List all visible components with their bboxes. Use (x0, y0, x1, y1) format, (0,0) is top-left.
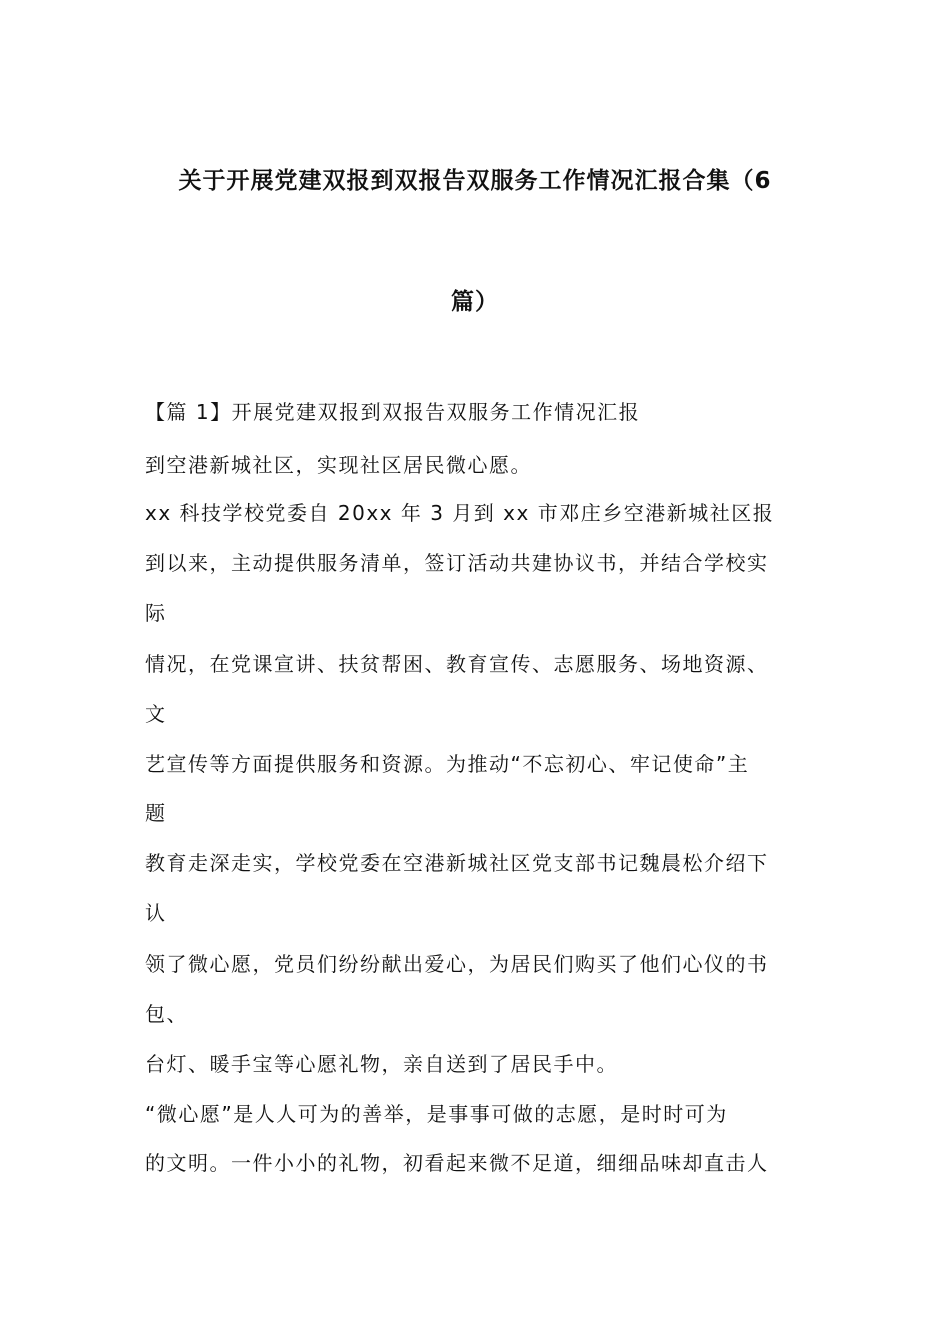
section-heading: 【篇 1】开展党建双报到双报告双服务工作情况汇报 (145, 400, 641, 424)
body-line: “微心愿”是人人可为的善举，是事事可做的志愿，是时时可为 (145, 1102, 728, 1126)
body-line: 际 (145, 601, 167, 625)
body-line: 领了微心愿，党员们纷纷献出爱心，为居民们购买了他们心仪的书 (145, 952, 769, 976)
body-line: 台灯、暖手宝等心愿礼物，亲自送到了居民手中。 (145, 1052, 618, 1076)
body-line: 到空港新城社区，实现社区居民微心愿。 (145, 453, 532, 477)
document-title-line-2: 篇） (451, 289, 499, 315)
body-line: xx 科技学校党委自 20xx 年 3 月到 xx 市邓庄乡空港新城社区报 (145, 501, 775, 525)
body-line: 艺宣传等方面提供服务和资源。为推动“不忘初心、牢记使命”主 (145, 752, 750, 776)
body-line: 包、 (145, 1002, 188, 1026)
body-line: 的文明。一件小小的礼物，初看起来微不足道，细细品味却直击人 (145, 1151, 769, 1175)
document-title-line-1: 关于开展党建双报到双报告双服务工作情况汇报合集（6 (178, 168, 772, 194)
body-line: 文 (145, 702, 167, 726)
body-line: 认 (145, 901, 167, 925)
body-line: 情况，在党课宣讲、扶贫帮困、教育宣传、志愿服务、场地资源、 (145, 652, 769, 676)
body-line: 题 (145, 801, 167, 825)
body-line: 教育走深走实，学校党委在空港新城社区党支部书记魏晨松介绍下 (145, 851, 769, 875)
body-line: 到以来，主动提供服务清单，签订活动共建协议书，并结合学校实 (145, 551, 769, 575)
